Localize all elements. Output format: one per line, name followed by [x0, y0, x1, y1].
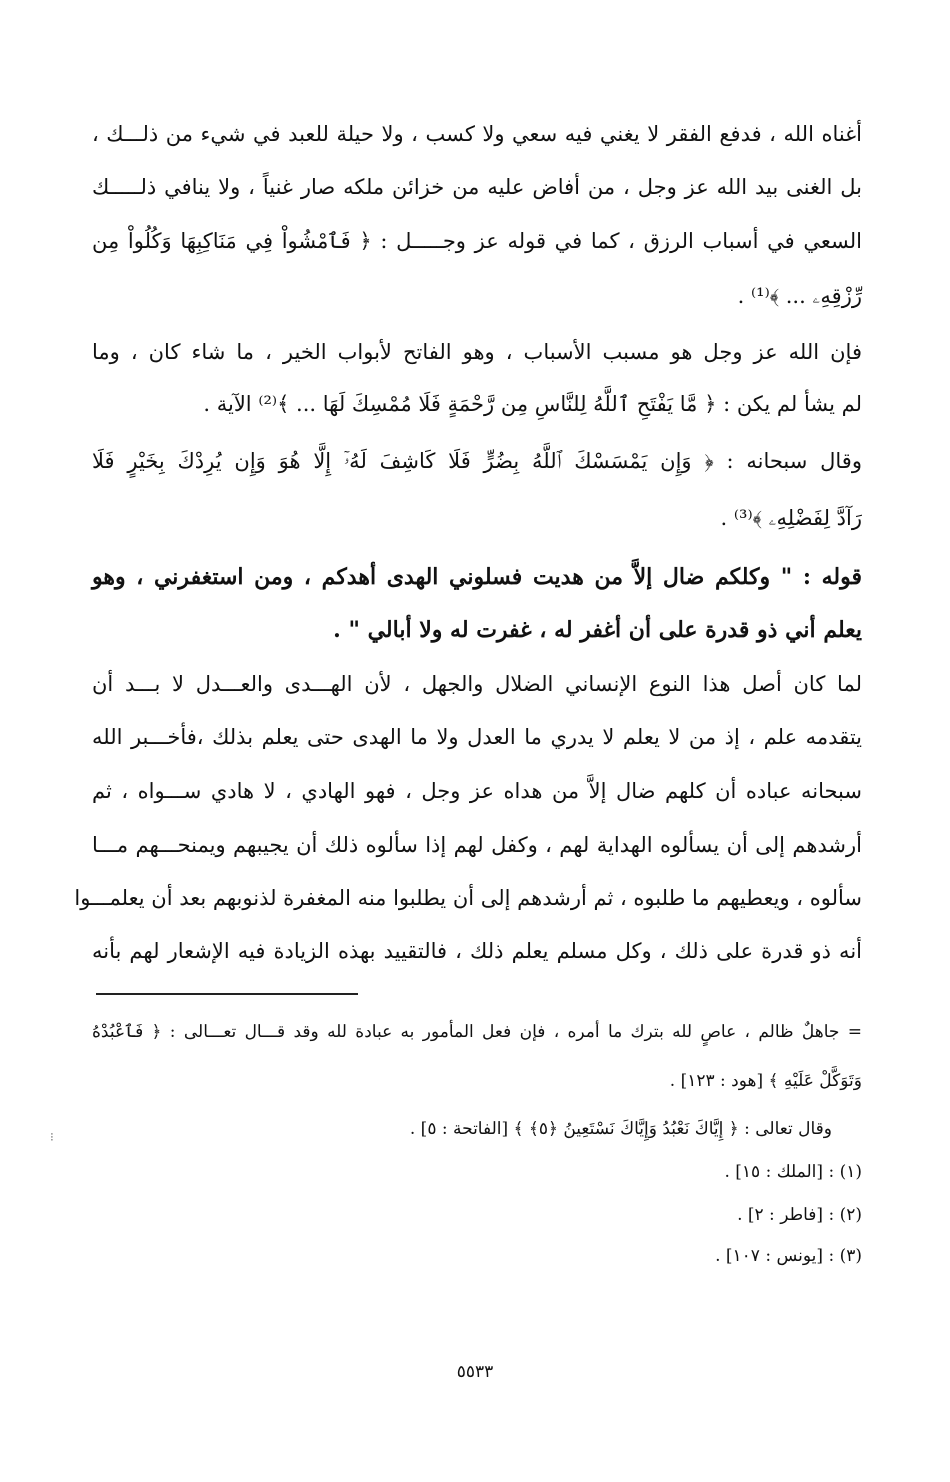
body-line-16: أنه ذو قدرة على ذلك ، وكل مسلم يعلم ذلك ، فالتقييد بهذه الزيادة فيه الإشعار لهم بأنه — [92, 939, 862, 963]
body-line-14: أرشدهم إلى أن يسألوه الهداية لهم ، وكفل لهم إذا سألوه ذلك أن يجيبهم ويمنحـــهم مـــا — [92, 833, 862, 857]
body-line-3: السعي في أسباب الرزق ، كما في قوله عز وجـــــل : ﴿ فَٱمْشُواْ فِي مَنَاكِبِهَا وَكُلُواْ مِن — [92, 229, 862, 253]
body-line-2: بل الغنى بيد الله عز وجل ، من أفاض عليه من خزائن ملكه صار غنياً ، ولا ينافي ذلـــــك — [92, 175, 862, 199]
body-line-15: سألوه ، ويعطيهم ما طلبوه ، ثم أرشدهم إلى أن يطلبوا منه المغفرة لذنوبهم بعد أن يعلمـــوا — [74, 886, 862, 910]
body-line-11: لما كان أصل هذا النوع الإنساني الضلال والجهل ، لأن الهـــدى والعـــدل لا بـــد أن — [92, 672, 862, 696]
footnote-divider — [96, 993, 358, 995]
body-line-7: وقال سبحانه : ﴿ وَإِن يَمْسَسْكَ ٱللَّهُ بِضُرٍّ فَلَا كَاشِفَ لَهُۥٓ إِلَّا هُوَ وَإِن يُرِدْكَ بِخَيْرٍ فَلَا — [92, 449, 862, 473]
footnote-2: (٢) : [فاطر : ٢] . — [737, 1205, 862, 1225]
margin-mark: ⁝ — [50, 1130, 54, 1144]
body-line-5: فإن الله عز وجل هو مسبب الأسباب ، وهو الفاتح لأبواب الخير ، ما شاء كان ، وما — [92, 340, 862, 364]
footnote-continued-1: = جاهلٌ ظالم ، عاصٍ لله بترك ما أمره ، فإن فعل المأمور به عبادة لله وقد قـــال تعـــالى : ﴿ فَٱعْبُدْهُ — [92, 1022, 862, 1042]
footnote-3: (٣) : [يونس : ١٠٧] . — [715, 1246, 862, 1266]
body-line-13: سبحانه عباده أن كلهم ضال إلاَّ من هداه عز وجل ، فهو الهادي ، لا هادي ســـواه ، ثم — [92, 779, 862, 803]
footnote-1: (١) : [الملك : ١٥] . — [724, 1162, 862, 1182]
hadith-line-1: قوله : " وكلكم ضال إلاَّ من هديت فسلوني الهدى أهدكم ، ومن استغفرني ، وهو — [92, 564, 862, 590]
body-line-1: أغناه الله ، فدفع الفقر لا يغني فيه سعي ولا كسب ، ولا حيلة للعبد في شيء من ذلـــك ، — [92, 122, 862, 146]
footnote-continued-2: وَتَوَكَّلْ عَلَيْهِ ﴾ [هود : ١٢٣] . — [669, 1071, 862, 1091]
hadith-line-2: يعلم أني ذو قدرة على أن أغفر له ، غفرت له ولا أبالي " . — [333, 617, 862, 643]
body-line-4: رِّزْقِهِۦ ... ﴾⁽¹⁾ . — [737, 284, 862, 308]
page-number: ٥٥٣٣ — [456, 1362, 494, 1382]
body-line-8: رَآدَّ لِفَضْلِهِۦ ﴾⁽³⁾ . — [720, 506, 862, 530]
body-line-6: لم يشأ لم يكن : ﴿ مَّا يَفْتَحِ ٱللَّهُ لِلنَّاسِ مِن رَّحْمَةٍ فَلَا مُمْسِكَ لَهَا ... ﴾⁽²⁾ الآية . — [203, 392, 862, 416]
body-line-12: يتقدمه علم ، إذ من لا يعلم لا يدري ما العدل ولا ما الهدى حتى يعلم بذلك ،فأخـــبر الله — [92, 725, 862, 749]
footnote-continued-3: وقال تعالى : ﴿ إِيَّاكَ نَعْبُدُ وَإِيَّاكَ نَسْتَعِينُ ﴿٥﴾ ﴾ [الفاتحة : ٥] . — [409, 1119, 832, 1139]
